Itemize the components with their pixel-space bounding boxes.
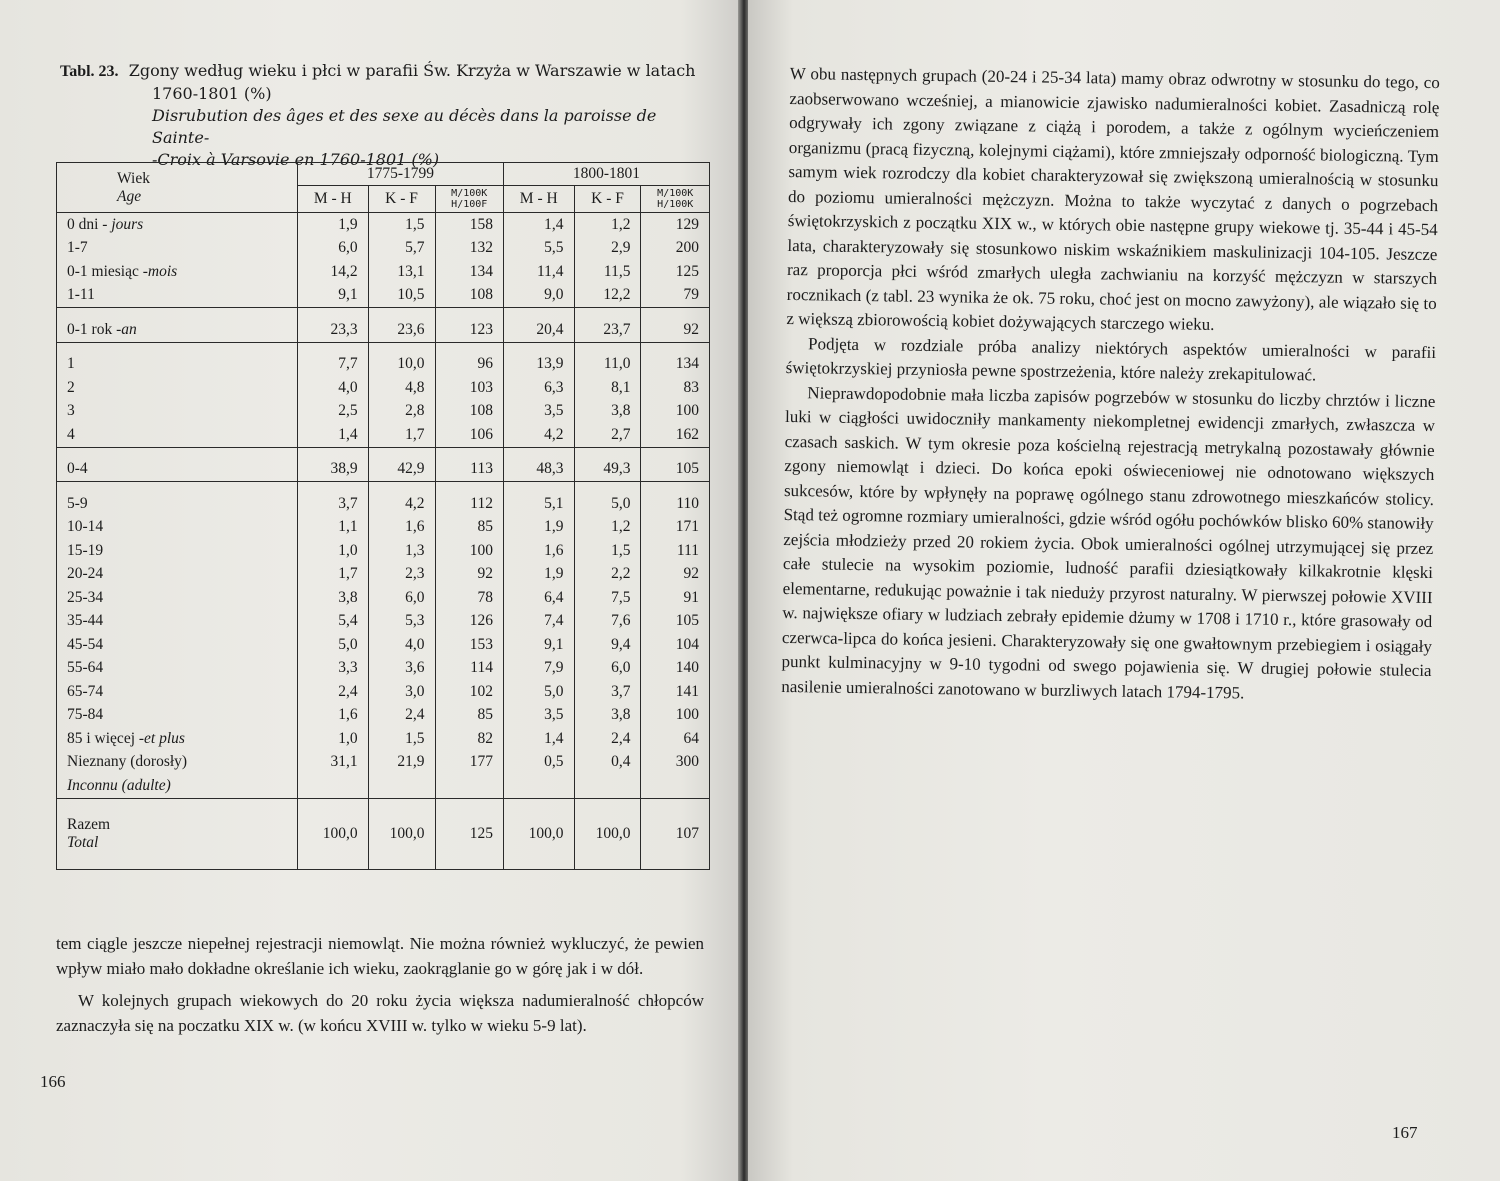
cell-value: 5,4 <box>298 610 369 634</box>
cell-value: 11,5 <box>574 260 641 284</box>
cell-value: 96 <box>435 353 503 377</box>
cell-value: 21,9 <box>368 751 435 775</box>
cell-value: 162 <box>641 423 710 447</box>
cell-value: 83 <box>641 376 710 400</box>
cell-value: 1,4 <box>503 213 574 237</box>
cell-value: 104 <box>641 633 710 657</box>
cell-value: 100 <box>435 539 503 563</box>
cell-value: 1,2 <box>574 516 641 540</box>
cell-value: 6,0 <box>368 586 435 610</box>
cell-value: 4,0 <box>298 376 369 400</box>
row-label <box>57 727 298 751</box>
cell-value: 64 <box>641 727 710 751</box>
cell-value: 1,4 <box>298 423 369 447</box>
cell-value: 31,1 <box>298 751 369 775</box>
row-label-pl: 2 <box>67 378 75 396</box>
cell-value: 0,5 <box>503 751 574 775</box>
cell-value: 2,5 <box>298 400 369 424</box>
cell-value: 3,7 <box>574 680 641 704</box>
row-label-pl: 10-14 <box>67 518 104 536</box>
cell-value: 1,5 <box>574 539 641 563</box>
cell-value: 112 <box>435 492 503 516</box>
gap-cell <box>368 308 435 319</box>
row-label <box>57 260 298 284</box>
cell-value: 79 <box>641 284 710 308</box>
cell-value: 200 <box>641 237 710 261</box>
row-label-pl: 45-54 <box>67 635 104 653</box>
gap-cell <box>435 447 503 458</box>
cell-value: 1,9 <box>298 213 369 237</box>
cell-value: 13,9 <box>503 353 574 377</box>
cell-value: 106 <box>435 423 503 447</box>
gap-cell <box>503 308 574 319</box>
cell-value: 91 <box>641 586 710 610</box>
gap-cell <box>298 447 369 458</box>
cell-value: 23,6 <box>368 318 435 342</box>
gap-cell <box>574 308 641 319</box>
cell-value: 171 <box>641 516 710 540</box>
table-row <box>57 353 710 377</box>
gap-cell <box>368 482 435 493</box>
table-row <box>57 237 710 261</box>
row-label <box>57 213 298 237</box>
row-label-pl: 75-84 <box>67 706 104 724</box>
table-row <box>57 704 710 728</box>
cell-value: 7,6 <box>574 610 641 634</box>
table-row-total <box>57 809 710 859</box>
cell-value: 2,3 <box>368 563 435 587</box>
left-paragraph-2: W kolejnych grupach wiekowych do 20 roku życia większa nadumieralność chłopców zaznaczyła się na poczatku XIX w. (w końcu XVIII w. tylko w wieku 5-9 lat). <box>56 991 704 1035</box>
cell-value: 1,9 <box>503 516 574 540</box>
row-gap <box>57 859 710 870</box>
cell-value: 5,0 <box>503 680 574 704</box>
cell-value: 4,8 <box>368 376 435 400</box>
table-caption <box>60 60 710 171</box>
cell-value: 2,2 <box>574 563 641 587</box>
row-label-pl: 20-24 <box>67 565 104 583</box>
row-label-pl: 55-64 <box>67 659 104 677</box>
row-label-inconnu: Inconnu (adulte) <box>57 774 298 798</box>
cell-value: 5,3 <box>368 610 435 634</box>
total-value: 100,0 <box>574 809 641 859</box>
cell-value: 113 <box>435 458 503 482</box>
gap-cell <box>57 482 298 493</box>
gap-cell <box>574 482 641 493</box>
cell-value: 1,6 <box>368 516 435 540</box>
gap-cell <box>57 798 298 809</box>
row-label-pl: 0-4 <box>67 460 88 478</box>
row-label-pl: Nieznany (dorosły) <box>67 753 188 771</box>
cell-value: 3,5 <box>503 704 574 728</box>
cell-value: 6,4 <box>503 586 574 610</box>
cell-value: 100 <box>641 400 710 424</box>
total-value: 107 <box>641 809 710 859</box>
page-number-right: 167 <box>1392 1123 1418 1142</box>
empty-cell <box>368 774 435 798</box>
cell-value: 1,5 <box>368 727 435 751</box>
cell-value: 6,3 <box>503 376 574 400</box>
row-label-pl: 1 <box>67 355 75 373</box>
caption-polish-line1: Zgony według wieku i płci w parafii Św. Krzyża w Warszawie w latach <box>128 61 696 80</box>
left-paragraph-1: tem ciągle jeszcze niepełnej rejestracji niemowląt. Nie można również wykluczyć, że pewien wpływ miało mało dokładne określanie ich wieku, zaokrąglanie go w górę jak i w dół. <box>56 934 704 978</box>
cell-value: 1,0 <box>298 539 369 563</box>
gap-cell <box>298 342 369 353</box>
cell-value: 6,0 <box>574 657 641 681</box>
table-row <box>57 727 710 751</box>
gap-cell <box>435 308 503 319</box>
cell-value: 1,6 <box>503 539 574 563</box>
gap-cell <box>57 859 298 870</box>
cell-value: 7,9 <box>503 657 574 681</box>
table-row <box>57 657 710 681</box>
table-row <box>57 260 710 284</box>
row-label <box>57 237 298 261</box>
cell-value: 103 <box>435 376 503 400</box>
cell-value: 3,5 <box>503 400 574 424</box>
total-value: 100,0 <box>503 809 574 859</box>
table-row <box>57 680 710 704</box>
cell-value: 1,2 <box>574 213 641 237</box>
cell-value: 5,0 <box>574 492 641 516</box>
cell-value: 82 <box>435 727 503 751</box>
cell-value: 1,6 <box>298 704 369 728</box>
gap-cell <box>298 859 369 870</box>
cell-value: 8,1 <box>574 376 641 400</box>
row-label <box>57 680 298 704</box>
cell-value: 2,4 <box>574 727 641 751</box>
cell-value: 7,5 <box>574 586 641 610</box>
cell-value: 177 <box>435 751 503 775</box>
header-mh2: M - H <box>503 186 574 213</box>
cell-value: 1,9 <box>503 563 574 587</box>
cell-value: 1,7 <box>368 423 435 447</box>
gap-cell <box>574 447 641 458</box>
table-row <box>57 586 710 610</box>
left-page <box>0 0 740 1181</box>
cell-value: 49,3 <box>574 458 641 482</box>
cell-value: 111 <box>641 539 710 563</box>
cell-value: 153 <box>435 633 503 657</box>
gap-cell <box>641 447 710 458</box>
cell-value: 134 <box>435 260 503 284</box>
row-gap <box>57 308 710 319</box>
left-body-text <box>56 932 704 1038</box>
cell-value: 42,9 <box>368 458 435 482</box>
empty-cell <box>298 774 369 798</box>
row-label <box>57 539 298 563</box>
cell-value: 102 <box>435 680 503 704</box>
cell-value: 10,0 <box>368 353 435 377</box>
table-row <box>57 610 710 634</box>
gap-cell <box>503 798 574 809</box>
cell-value: 1,4 <box>503 727 574 751</box>
cell-value: 6,0 <box>298 237 369 261</box>
row-gap <box>57 798 710 809</box>
cell-value: 4,0 <box>368 633 435 657</box>
gap-cell <box>368 447 435 458</box>
table-row <box>57 213 710 237</box>
row-label-pl: 35-44 <box>67 612 104 630</box>
gap-cell <box>641 859 710 870</box>
cell-value: 9,1 <box>298 284 369 308</box>
cell-value: 11,0 <box>574 353 641 377</box>
row-label-fr: mois <box>147 262 178 280</box>
cell-value: 105 <box>641 458 710 482</box>
row-label <box>57 633 298 657</box>
cell-value: 92 <box>641 318 710 342</box>
cell-value: 3,7 <box>298 492 369 516</box>
gap-cell <box>503 482 574 493</box>
cell-value: 108 <box>435 284 503 308</box>
header-ratio2: M/100K H/100K <box>641 186 710 213</box>
caption-polish-line2: 1760-1801 (%) <box>152 84 272 103</box>
row-label <box>57 400 298 424</box>
cell-value: 2,4 <box>298 680 369 704</box>
row-label-fr: jours <box>111 215 144 233</box>
table-row <box>57 539 710 563</box>
gap-cell <box>574 342 641 353</box>
cell-value: 2,8 <box>368 400 435 424</box>
cell-value: 14,2 <box>298 260 369 284</box>
gap-cell <box>503 447 574 458</box>
empty-cell <box>435 774 503 798</box>
gap-cell <box>435 342 503 353</box>
table-row <box>57 400 710 424</box>
cell-value: 158 <box>435 213 503 237</box>
cell-value: 13,1 <box>368 260 435 284</box>
cell-value: 9,0 <box>503 284 574 308</box>
cell-value: 3,6 <box>368 657 435 681</box>
header-ratio1: M/100K H/100F <box>435 186 503 213</box>
row-label-pl: 3 <box>67 402 75 420</box>
row-gap <box>57 342 710 353</box>
caption-french-line1: Disrubution des âges et des sexe au décès dans la paroisse de Sainte- <box>152 106 657 147</box>
header-period2: 1800-1801 <box>503 163 709 186</box>
cell-value: 23,7 <box>574 318 641 342</box>
header-kf2: K - F <box>574 186 641 213</box>
row-label <box>57 657 298 681</box>
row-label <box>57 704 298 728</box>
gap-cell <box>57 308 298 319</box>
cell-value: 1,5 <box>368 213 435 237</box>
gap-cell <box>435 798 503 809</box>
cell-value: 48,3 <box>503 458 574 482</box>
cell-value: 108 <box>435 400 503 424</box>
cell-value: 38,9 <box>298 458 369 482</box>
row-label <box>57 423 298 447</box>
cell-value: 12,2 <box>574 284 641 308</box>
cell-value: 2,7 <box>574 423 641 447</box>
cell-value: 110 <box>641 492 710 516</box>
cell-value: 132 <box>435 237 503 261</box>
cell-value: 3,8 <box>298 586 369 610</box>
row-label <box>57 284 298 308</box>
mortality-table <box>56 162 710 870</box>
gap-cell <box>298 308 369 319</box>
row-label <box>57 563 298 587</box>
header-period1: 1775-1799 <box>298 163 504 186</box>
gap-cell <box>298 482 369 493</box>
cell-value: 9,1 <box>503 633 574 657</box>
gap-cell <box>641 798 710 809</box>
cell-value: 100 <box>641 704 710 728</box>
row-label <box>57 516 298 540</box>
cell-value: 140 <box>641 657 710 681</box>
row-label-pl: 4 <box>67 425 75 443</box>
row-label-pl: 15-19 <box>67 541 104 559</box>
table-row <box>57 458 710 482</box>
table-row <box>57 492 710 516</box>
gap-cell <box>57 342 298 353</box>
gap-cell <box>641 308 710 319</box>
row-label <box>57 586 298 610</box>
gap-cell <box>503 342 574 353</box>
cell-value: 114 <box>435 657 503 681</box>
cell-value: 5,1 <box>503 492 574 516</box>
right-paragraph-1: W obu następnych grupach (20-24 i 25-34 lata) mamy obraz odwrotny w stosunku do tego, co zaobserwowano wcześniej, a mianowicie zjawisko nadumieralności kobiet. Zasadniczą rolę odgrywały ich zgony związane z ciążą i porodem, a także z ogólnym wycieńczeniem organizmu (pracą fizyczną, kolejnymi ciążami), które zmniejszały odporność biologiczną. Tym samym wiek rozrodczy dla kobiet charakteryzował się zwiększoną umieralnością w stosunku do poziomu umieralności mężczyzn. Można to także wyczytać z danych o pogrzebach świętokrzyskich z początku XIX w., w których obie następne grupy wiekowe tj. 35-44 i 45-54 lata, charakteryzowały się stosunkowo niskim wskaźnikiem maskulinizacji 104-105. Jeszcze raz proporcja płci wśród zmarłych uległa zachwianiu na korzyść mężczyzn w starszych rocznikach (z tabl. 23 wynika że ok. 75 roku, choć jest on mocno zawyżony), ale wiązało się to z większą zbiorowością kobiet dożywających starczego wieku. <box>786 63 1440 334</box>
cell-value: 78 <box>435 586 503 610</box>
cell-value: 7,4 <box>503 610 574 634</box>
cell-value: 85 <box>435 516 503 540</box>
cell-value: 5,5 <box>503 237 574 261</box>
gap-cell <box>503 859 574 870</box>
table-row <box>57 423 710 447</box>
total-value: 100,0 <box>298 809 369 859</box>
right-paragraph-2: Podjęta w rozdziale próba analizy niektórych aspektów umieralności w parafii świętokrzyskiej przyniosła pewne spostrzeżenia, które należy zrekapitulować. <box>785 333 1437 385</box>
row-label <box>57 376 298 400</box>
gap-cell <box>435 482 503 493</box>
page-number-left: 166 <box>40 1072 66 1091</box>
row-label-pl: 0-1 miesiąc - <box>67 262 148 280</box>
cell-value: 7,7 <box>298 353 369 377</box>
row-label-pl: 0 dni - <box>67 215 112 233</box>
table-row <box>57 284 710 308</box>
cell-value: 4,2 <box>503 423 574 447</box>
cell-value: 85 <box>435 704 503 728</box>
table-number: Tabl. 23. <box>60 63 119 80</box>
cell-value: 10,5 <box>368 284 435 308</box>
cell-value: 92 <box>641 563 710 587</box>
cell-value: 92 <box>435 563 503 587</box>
row-gap <box>57 482 710 493</box>
cell-value: 0,4 <box>574 751 641 775</box>
total-value: 100,0 <box>368 809 435 859</box>
header-kf: K - F <box>368 186 435 213</box>
header-age <box>57 163 298 213</box>
cell-value: 3,8 <box>574 704 641 728</box>
table-row <box>57 633 710 657</box>
cell-value: 9,4 <box>574 633 641 657</box>
cell-value: 105 <box>641 610 710 634</box>
gap-cell <box>368 859 435 870</box>
table-row-inconnu <box>57 774 710 798</box>
table-row <box>57 318 710 342</box>
empty-cell <box>574 774 641 798</box>
table-row <box>57 516 710 540</box>
cell-value: 126 <box>435 610 503 634</box>
cell-value: 23,3 <box>298 318 369 342</box>
cell-value: 134 <box>641 353 710 377</box>
header-age-fr: Age <box>117 187 142 205</box>
empty-cell <box>641 774 710 798</box>
gap-cell <box>298 798 369 809</box>
total-label-pl: Razem <box>67 815 111 833</box>
table-row <box>57 376 710 400</box>
gap-cell <box>57 447 298 458</box>
header-wiek: Wiek <box>117 169 150 187</box>
row-gap <box>57 447 710 458</box>
table-row <box>57 563 710 587</box>
row-label-fr: et plus <box>144 729 185 747</box>
total-value: 125 <box>435 809 503 859</box>
row-label <box>57 751 298 775</box>
row-label <box>57 610 298 634</box>
cell-value: 20,4 <box>503 318 574 342</box>
gap-cell <box>435 859 503 870</box>
cell-value: 1,3 <box>368 539 435 563</box>
row-label-pl: 1-11 <box>67 286 95 304</box>
cell-value: 1,7 <box>298 563 369 587</box>
cell-value: 2,4 <box>368 704 435 728</box>
table-body <box>57 213 710 870</box>
empty-cell <box>503 774 574 798</box>
cell-value: 123 <box>435 318 503 342</box>
row-label-pl: 0-1 rok - <box>67 320 122 338</box>
header-mh: M - H <box>298 186 369 213</box>
row-label-pl: 65-74 <box>67 682 104 700</box>
right-body-text <box>781 62 1440 708</box>
gap-cell <box>574 798 641 809</box>
row-label-pl: 25-34 <box>67 588 104 606</box>
cell-value: 141 <box>641 680 710 704</box>
cell-value: 3,0 <box>368 680 435 704</box>
row-label <box>57 458 298 482</box>
right-paragraph-3: Nieprawdopodobnie mała liczba zapisów pogrzebów w stosunku do liczby chrztów i liczne luki w ciągłości uwidoczniły mankamenty niekompletnej ewidencji zmarłych, zwłaszcza w czasach saskich. W tym okresie poza kościelną rejestracją metrykalną pozostawały głównie zgony niemowląt i dzieci. Do końca epoki oświeceniowej nie odnotowano większych sukcesów, które by wpłynęły na poprawę ogólnego stanu zdrowotnego mieszkańców stolicy. Stąd też ogromne rozmiary umieralności, gdzie wśród ogółu pochówków blisko 60% stanowiły zejścia młodzieży przed 20 rokiem życia. Obok umieralności ogólnej utrzymującej się przez całe stulecie na wysokim poziomie, ludność parafii dziesiątkowały kilkakrotnie klęski elementarne, redukując poważnie i tak nieduży przyrost naturalny. W pierwszej połowie XVIII w. największe ofiary w ludziach zebrały epidemie dżumy w 1708 i 1710 r., które grasowały od czerwca-lipca do końca jesieni. Charakteryzowały się one gwałtownym przebiegiem i osiągały punkt kulminacyjny w 9-10 tygodni od swego pojawienia się. W drugiej połowie stulecia nasilenie umieralności zanotowano w burzliwych latach 1794-1795. <box>781 382 1436 702</box>
cell-value: 5,7 <box>368 237 435 261</box>
row-label <box>57 492 298 516</box>
gap-cell <box>368 342 435 353</box>
row-label-fr: an <box>121 320 137 338</box>
row-label-pl: 5-9 <box>67 494 88 512</box>
cell-value: 300 <box>641 751 710 775</box>
row-label-pl: 85 i więcej - <box>67 729 145 747</box>
caption-french-line2: -Croix à Varsovie en 1760-1801 (%) <box>152 150 440 169</box>
row-label <box>57 353 298 377</box>
row-label-pl: 1-7 <box>67 239 88 257</box>
cell-value: 2,9 <box>574 237 641 261</box>
cell-value: 5,0 <box>298 633 369 657</box>
row-label-total <box>57 809 298 859</box>
cell-value: 3,8 <box>574 400 641 424</box>
gap-cell <box>574 859 641 870</box>
total-label-fr: Total <box>67 833 99 851</box>
cell-value: 125 <box>641 260 710 284</box>
cell-value: 3,3 <box>298 657 369 681</box>
cell-value: 4,2 <box>368 492 435 516</box>
table-row <box>57 751 710 775</box>
cell-value: 1,0 <box>298 727 369 751</box>
gap-cell <box>368 798 435 809</box>
cell-value: 129 <box>641 213 710 237</box>
cell-value: 11,4 <box>503 260 574 284</box>
gap-cell <box>641 342 710 353</box>
gap-cell <box>641 482 710 493</box>
cell-value: 1,1 <box>298 516 369 540</box>
row-label <box>57 318 298 342</box>
